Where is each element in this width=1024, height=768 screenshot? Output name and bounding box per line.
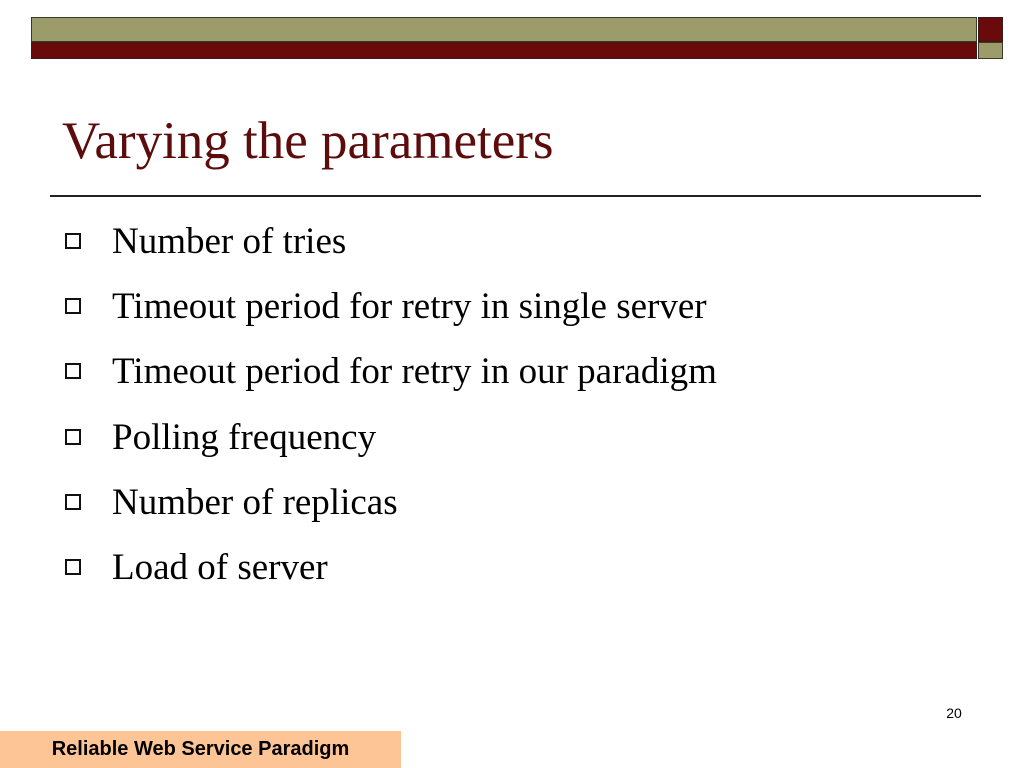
hollow-square-bullet-icon — [65, 494, 81, 510]
header-olive-stripe — [31, 17, 977, 42]
footer-banner — [0, 731, 401, 768]
bullet-text: Timeout period for retry in our paradigm — [112, 350, 717, 392]
bullet-text: Number of tries — [112, 220, 347, 262]
bullet-item — [65, 346, 965, 396]
bullet-item — [65, 216, 965, 266]
bullet-text: Number of replicas — [112, 481, 398, 523]
footer-title: Reliable Web Service Paradigm — [51, 738, 350, 760]
bullet-item — [65, 412, 965, 462]
header-maroon-square — [978, 17, 1003, 42]
bullet-text: Polling frequency — [112, 416, 377, 458]
header-maroon-stripe — [31, 42, 977, 59]
hollow-square-bullet-icon — [65, 233, 81, 249]
header-olive-square — [978, 42, 1003, 59]
title-divider — [50, 195, 981, 197]
page-number: 20 — [946, 705, 962, 721]
bullet-item — [65, 542, 965, 592]
hollow-square-bullet-icon — [65, 429, 81, 445]
bullet-item — [65, 281, 965, 331]
bullet-text: Timeout period for retry in single server — [112, 285, 707, 327]
slide-title: Varying the parameters — [62, 112, 554, 170]
header-decoration — [0, 0, 1024, 60]
bullet-item — [65, 477, 965, 527]
bullet-text: Load of server — [112, 546, 328, 588]
hollow-square-bullet-icon — [65, 298, 81, 314]
hollow-square-bullet-icon — [65, 363, 81, 379]
hollow-square-bullet-icon — [65, 559, 81, 575]
